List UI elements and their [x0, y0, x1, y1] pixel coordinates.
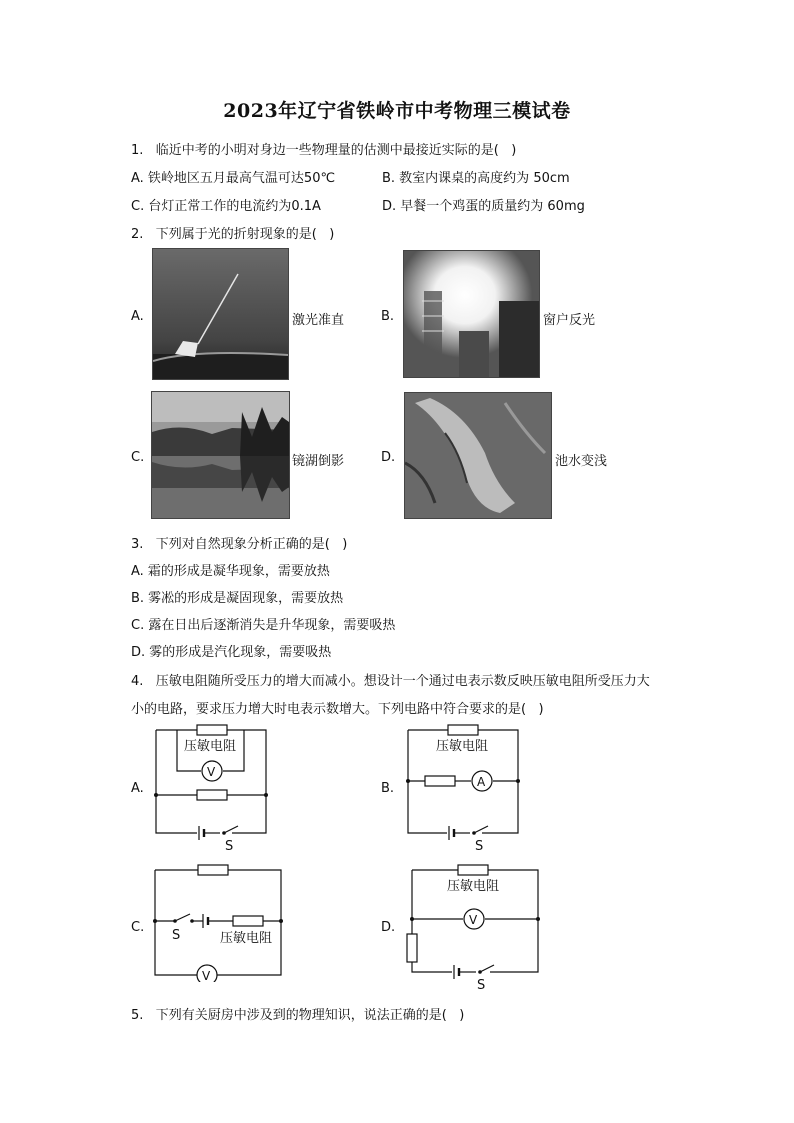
circuit-b-resistor-label: 压敏电阻 [436, 739, 489, 754]
q1-stem: 1. 临近中考的小明对身边一些物理量的估测中最接近实际的是( ) [131, 143, 517, 158]
q4-option-a-letter: A. [131, 781, 144, 796]
q3-option-b: B. 雾凇的形成是凝固现象，需要放热 [131, 591, 344, 606]
q2-option-d-letter: D. [381, 450, 396, 465]
q5-stem: 5. 下列有关厨房中涉及到的物理知识，说法正确的是( ) [131, 1008, 465, 1023]
circuit-d-voltmeter-symbol: V [469, 913, 478, 927]
q2-option-a-letter: A. [131, 309, 144, 324]
q4-stem-line1: 4. 压敏电阻随所受压力的增大而减小。想设计一个通过电表示数反映压敏电阻所受压力大 [131, 674, 650, 689]
q1-option-b: B. 教室内课桌的高度约为 50cm [382, 171, 570, 186]
circuit-a-switch-label: S [225, 839, 234, 854]
circuit-b-diagram [400, 722, 525, 855]
q2-option-d-caption: 池水变浅 [555, 454, 608, 469]
circuit-b-ammeter-symbol: A [477, 775, 486, 789]
circuit-b-switch-label: S [475, 839, 484, 854]
q1-option-a: A. 铁岭地区五月最高气温可达50℃ [131, 171, 336, 186]
q3-stem: 3. 下列对自然现象分析正确的是( ) [131, 537, 348, 552]
q2-option-c-letter: C. [131, 450, 145, 465]
circuit-a-diagram [150, 722, 275, 855]
q2-option-b-caption: 窗户反光 [543, 313, 596, 328]
circuit-c-voltmeter-symbol: V [202, 969, 211, 982]
circuit-a-voltmeter-symbol: V [207, 765, 216, 779]
q3-option-c: C. 露在日出后逐渐消失是升华现象，需要吸热 [131, 618, 396, 633]
circuit-d-diagram [404, 862, 544, 992]
circuit-d-switch-label: S [477, 978, 486, 992]
circuit-c-switch-label: S [172, 928, 181, 943]
circuit-d-resistor-label: 压敏电阻 [447, 879, 500, 894]
q1-option-d: D. 早餐一个鸡蛋的质量约为 60mg [382, 199, 585, 214]
page-title: 2023年辽宁省铁岭市中考物理三模试卷 [223, 100, 571, 122]
window-reflection-photo [403, 250, 540, 378]
q3-option-a: A. 霜的形成是凝华现象，需要放热 [131, 564, 330, 579]
q2-option-b-letter: B. [381, 309, 395, 324]
q3-option-d: D. 雾的形成是汽化现象，需要吸热 [131, 645, 332, 660]
q1-option-c: C. 台灯正常工作的电流约为0.1A [131, 199, 321, 214]
laser-photo [152, 248, 289, 380]
q4-option-b-letter: B. [381, 781, 395, 796]
circuit-a-resistor-label: 压敏电阻 [184, 739, 237, 754]
q4-stem-line2: 小的电路，要求压力增大时电表示数增大。下列电路中符合要求的是( ) [131, 702, 544, 717]
q2-stem: 2. 下列属于光的折射现象的是( ) [131, 227, 335, 242]
q4-option-c-letter: C. [131, 920, 145, 935]
circuit-c-resistor-label: 压敏电阻 [220, 931, 273, 946]
circuit-c-diagram [150, 862, 287, 982]
lake-reflection-photo [151, 391, 290, 519]
pool-water-photo [404, 392, 552, 519]
q4-option-d-letter: D. [381, 920, 396, 935]
q2-option-a-caption: 激光准直 [292, 313, 345, 328]
q2-option-c-caption: 镜湖倒影 [292, 454, 345, 469]
